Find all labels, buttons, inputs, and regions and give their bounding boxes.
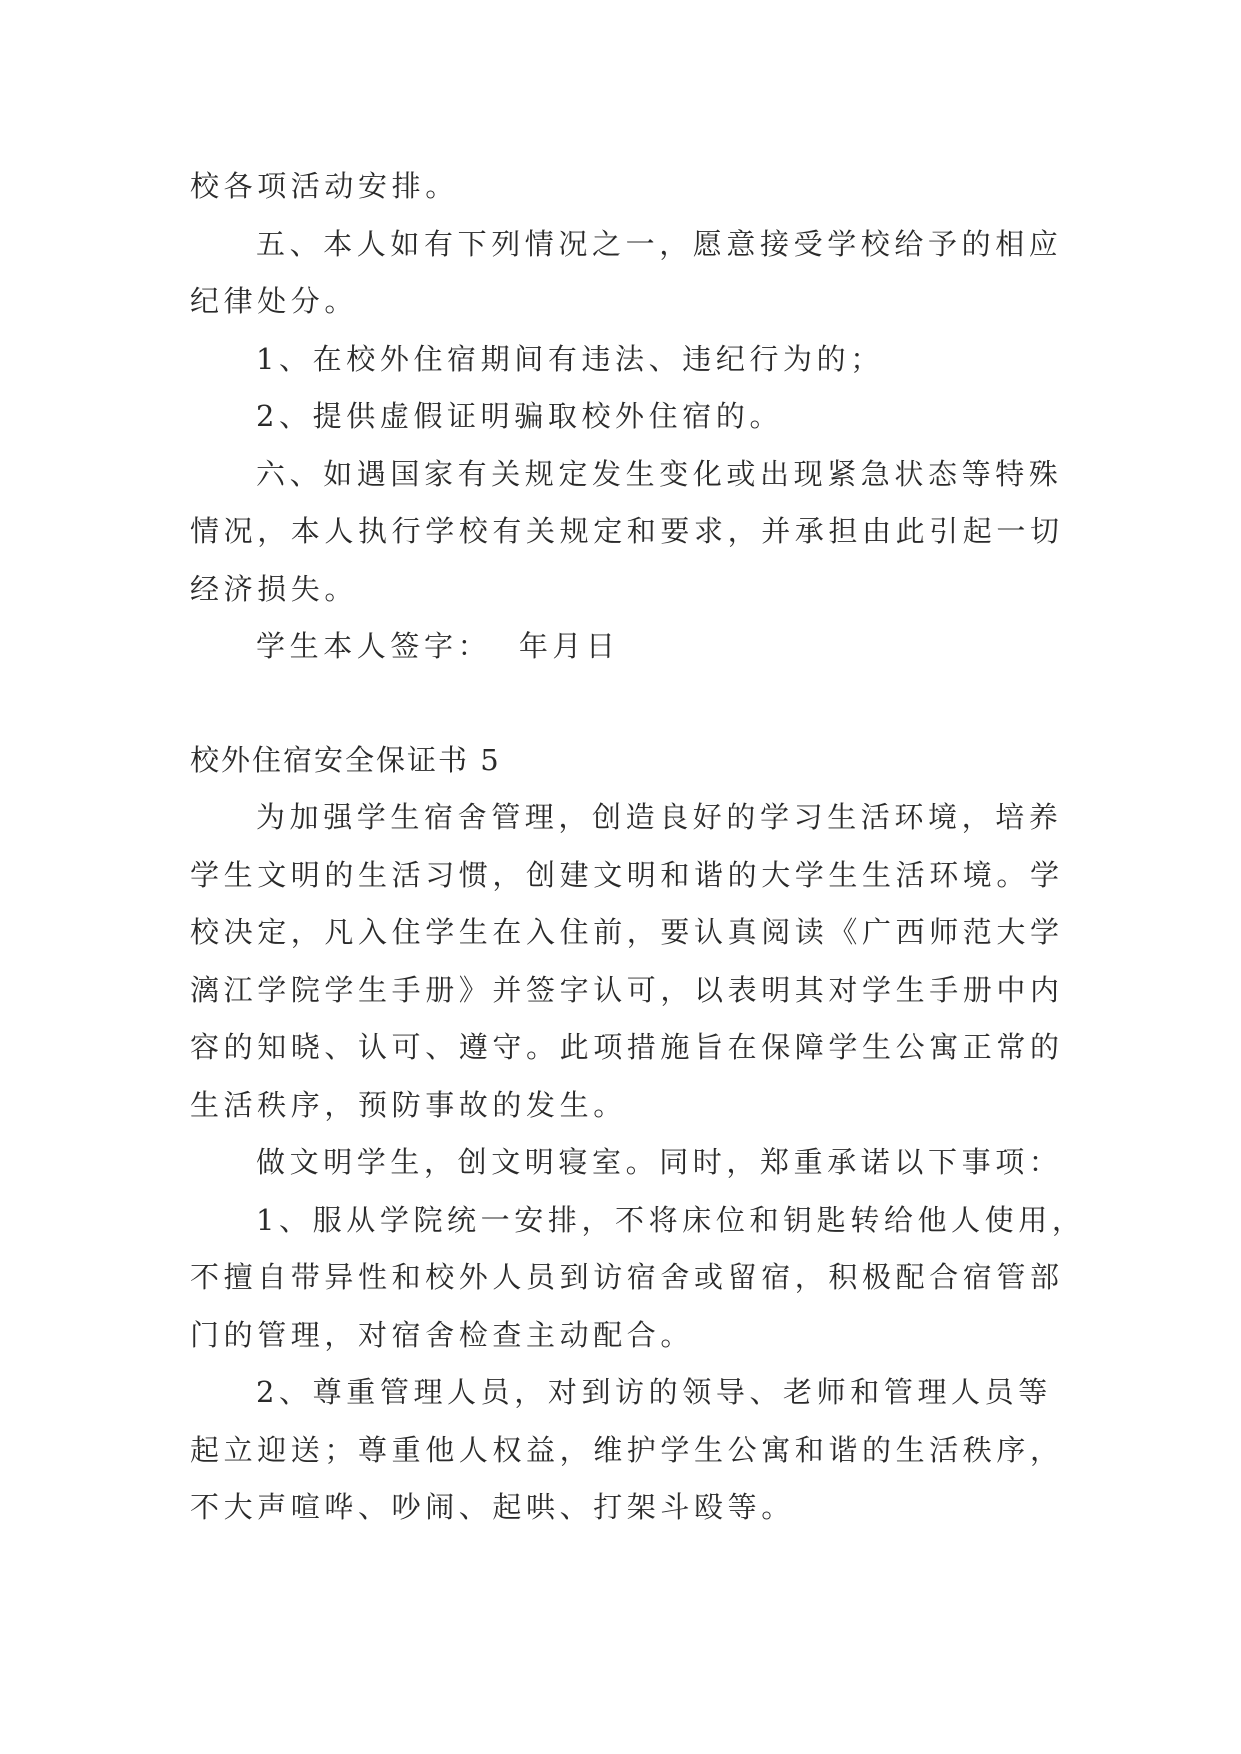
text-line: 校各项活动安排。 [190, 169, 459, 203]
section-a [190, 158, 1064, 676]
signature-line: 学生本人签字： 年月日 [256, 629, 620, 663]
text-line: 校决定，凡入住学生在入住前，要认真阅读《广西师范大学 [190, 915, 1064, 949]
text-line: 门的管理，对宿舍检查主动配合。 [190, 1317, 695, 1352]
text-line: 起立迎送；尊重他人权益，维护学生公寓和谐的生活秩序， [190, 1432, 1064, 1467]
text-line: 做文明学生，创文明寝室。同时，郑重承诺以下事项： [256, 1145, 1063, 1179]
text-line: 漓江学院学生手册》并签字认可，以表明其对学生手册中内 [190, 972, 1064, 1007]
text-line: 六、如遇国家有关规定发生变化或出现紧急状态等特殊 [256, 456, 1063, 491]
text-line: 1、在校外住宿期间有违法、违纪行为的； [256, 341, 884, 376]
document-body [190, 158, 1086, 1537]
text-line: 容的知晓、认可、遵守。此项措施旨在保障学生公寓正常的 [190, 1030, 1064, 1064]
text-line: 生活秩序，预防事故的发生。 [190, 1087, 627, 1122]
text-line: 2、尊重管理人员，对到访的领导、老师和管理人员等 [256, 1375, 1052, 1409]
section-heading: 校外住宿安全保证书 5 [190, 742, 501, 777]
text-line: 不擅自带异性和校外人员到访宿舍或留宿，积极配合宿管部 [190, 1260, 1064, 1294]
text-line: 学生文明的生活习惯，创建文明和谐的大学生生活环境。学 [190, 857, 1064, 892]
section-b [190, 789, 1086, 1537]
text-line: 1、服从学院统一安排，不将床位和钥匙转给他人使用， [256, 1202, 1086, 1237]
text-line: 纪律处分。 [190, 284, 359, 318]
section-gap [190, 676, 1050, 732]
text-line: 2、提供虚假证明骗取校外住宿的。 [256, 399, 784, 433]
text-line: 为加强学生宿舍管理，创造良好的学习生活环境，培养 [256, 800, 1063, 834]
text-line: 五、本人如有下列情况之一，愿意接受学校给予的相应 [256, 226, 1063, 261]
text-line: 情况，本人执行学校有关规定和要求，并承担由此引起一切 [190, 514, 1064, 548]
text-line: 经济损失。 [190, 571, 359, 606]
text-line: 不大声喧哗、吵闹、起哄、打架斗殴等。 [190, 1490, 795, 1524]
